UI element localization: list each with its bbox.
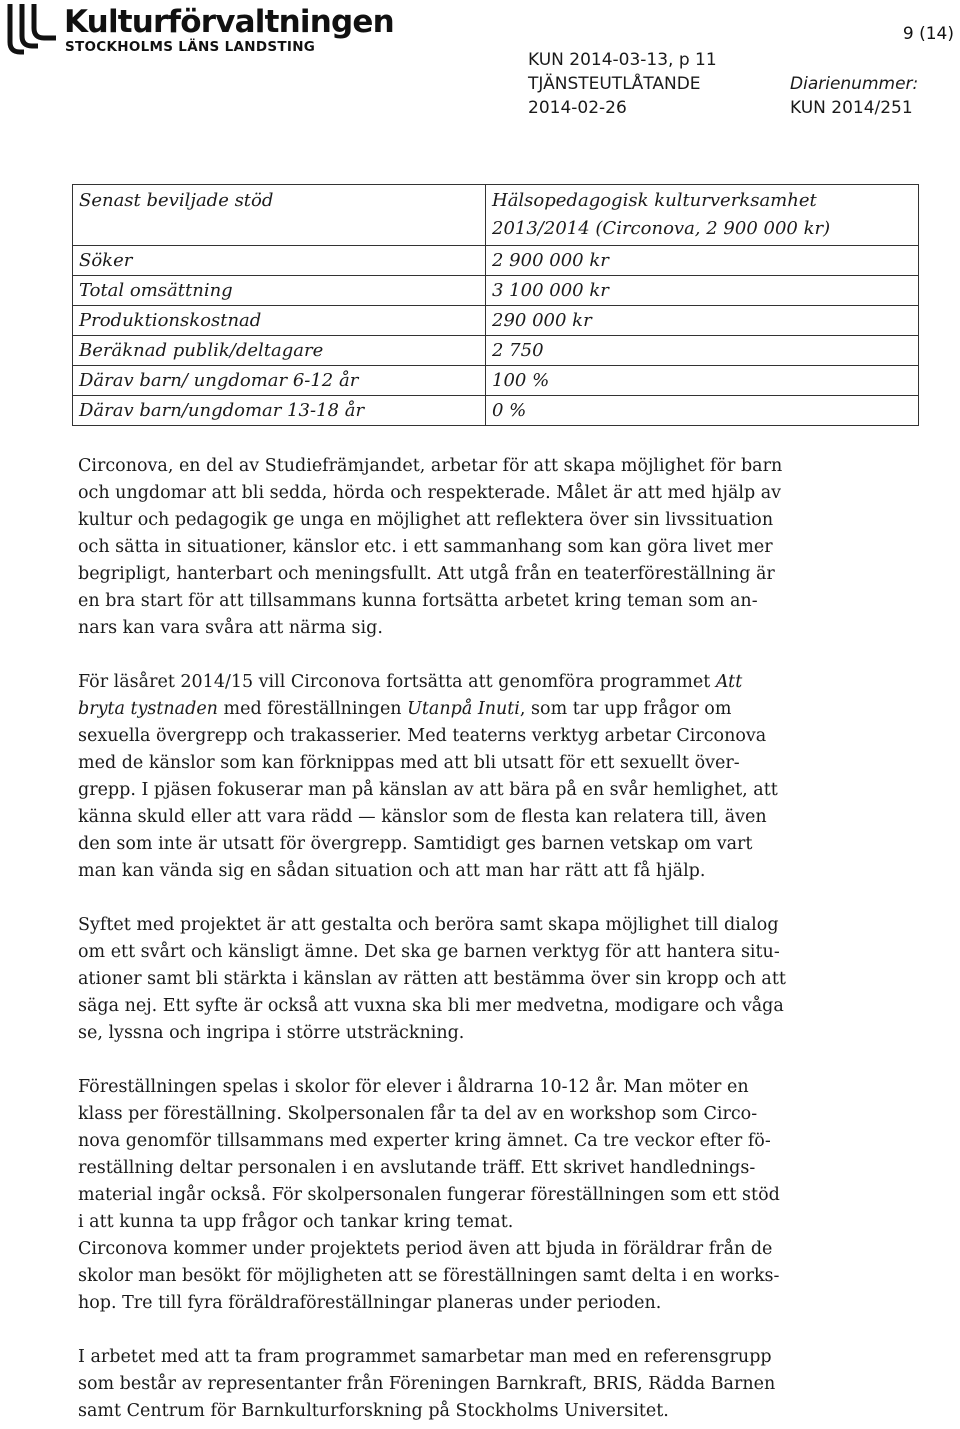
document-type: TJÄNSTEUTLÅTANDE <box>528 74 701 94</box>
paragraph-performances: Föreställningen spelas i skolor för elever i åldrarna 10-12 år. Man möter en klass per föreställning. Skolpersonalen får ta del av en workshop som Circo- nova genomför tillsammans med experter kring ämnet. Ca tre veckor efter fö- reställning deltar personalen i en avslutande träff. Ett skrivet handlednings- material ingår också. För skolpersonalen fungerar föreställningen som ett stöd i att kunna ta upp frågor och tankar kring temat. Circonova kommer under projektets period även att bjuda in föräldrar från de skolor man besökt för möjligheten att se föreställningen samt delta i en works- hop. Tre till fyra föräldraföreställningar planeras under perioden. <box>78 1077 780 1313</box>
paragraph-purpose: Syftet med projektet är att gestalta och beröra samt skapa möjlighet till dialog om ett svårt och känsligt ämne. Det ska ge barnen verktyg för att hantera situ- ationer samt bli stärkta i känslan av rätten att bestämma över sin kropp och att säga nej. Ett syfte är också att vuxna ska bli mer medvetna, modigare och våga se, lyssna och ingripa i större utsträckning. <box>78 915 786 1043</box>
diarie-number: KUN 2014/251 <box>790 98 913 118</box>
table-row <box>73 336 919 366</box>
meeting-ref: KUN 2014-03-13, p 11 <box>528 50 717 70</box>
diarie-label: Diarienummer: <box>790 74 919 94</box>
table-row <box>73 366 919 396</box>
row-value: 2 900 000 kr <box>486 246 919 276</box>
row-value: 0 % <box>486 396 919 426</box>
row-label: Beräknad publik/deltagare <box>73 336 486 366</box>
row-label: Total omsättning <box>73 276 486 306</box>
row-value: 2 750 <box>486 336 919 366</box>
table-row <box>73 185 919 246</box>
table-row <box>73 306 919 336</box>
logo-mark-icon <box>4 2 60 58</box>
paragraph-program: För läsåret 2014/15 vill Circonova fortsätta att genomföra programmet Att bryta tystnaden med föreställningen Utanpå Inuti, som tar upp frågor om sexuella övergrepp och trakasserier. Med teaterns verktyg arbetar Circonova med de känslor som kan förknippas med att bli utsatt för ett sexuellt över- grepp. I pjäsen fokuserar man på känslan av att bära på en svår hemlighet, att känna skuld eller att vara rädd — känslor som de flesta kan relatera till, även den som inte är utsatt för övergrepp. Samtidigt ges barnen vetskap om vart man kan vända sig en sådan situation och att man har rätt att få hjälp. <box>78 672 778 881</box>
org-subtitle: STOCKHOLMS LÄNS LANDSTING <box>65 39 316 55</box>
row-label: Senast beviljade stöd <box>73 185 486 246</box>
table-row <box>73 276 919 306</box>
row-label: Söker <box>73 246 486 276</box>
row-value: 3 100 000 kr <box>486 276 919 306</box>
paragraph-organization: Circonova, en del av Studiefrämjandet, arbetar för att skapa möjlighet för barn och ungdomar att bli sedda, hörda och respekterade. Målet är att med hjälp av kultur och pedagogik ge unga en möjlighet att reflektera över sin livssituation och sätta in situationer, känslor etc. i ett sammanhang som kan göra livet mer begripligt, hanterbart och meningsfullt. Att utgå från en teaterföreställning är en bra start för att tillsammans kunna fortsätta arbetet kring teman som an- nars kan vara svåra att närma sig. <box>78 456 783 638</box>
page-number: 9 (14) <box>902 24 954 44</box>
table-row <box>73 396 919 426</box>
row-value: Hälsopedagogisk kulturverksamhet 2013/2014 (Circonova, 2 900 000 kr) <box>486 185 919 246</box>
document-date: 2014-02-26 <box>528 98 627 118</box>
grant-info-table <box>72 184 919 426</box>
document-body <box>78 453 838 1425</box>
row-label: Därav barn/ungdomar 13-18 år <box>73 396 486 426</box>
org-logo <box>4 2 394 62</box>
row-value: 100 % <box>486 366 919 396</box>
org-name: Kulturförvaltningen <box>64 4 394 40</box>
paragraph-reference-group: I arbetet med att ta fram programmet samarbetar man med en referensgrupp som består av representanter från Föreningen Barnkraft, BRIS, Rädda Barnen samt Centrum för Barnkulturforskning på Stockholms Universitet. <box>78 1347 776 1421</box>
row-label: Produktionskostnad <box>73 306 486 336</box>
row-label: Därav barn/ ungdomar 6-12 år <box>73 366 486 396</box>
row-value: 290 000 kr <box>486 306 919 336</box>
table-row <box>73 246 919 276</box>
